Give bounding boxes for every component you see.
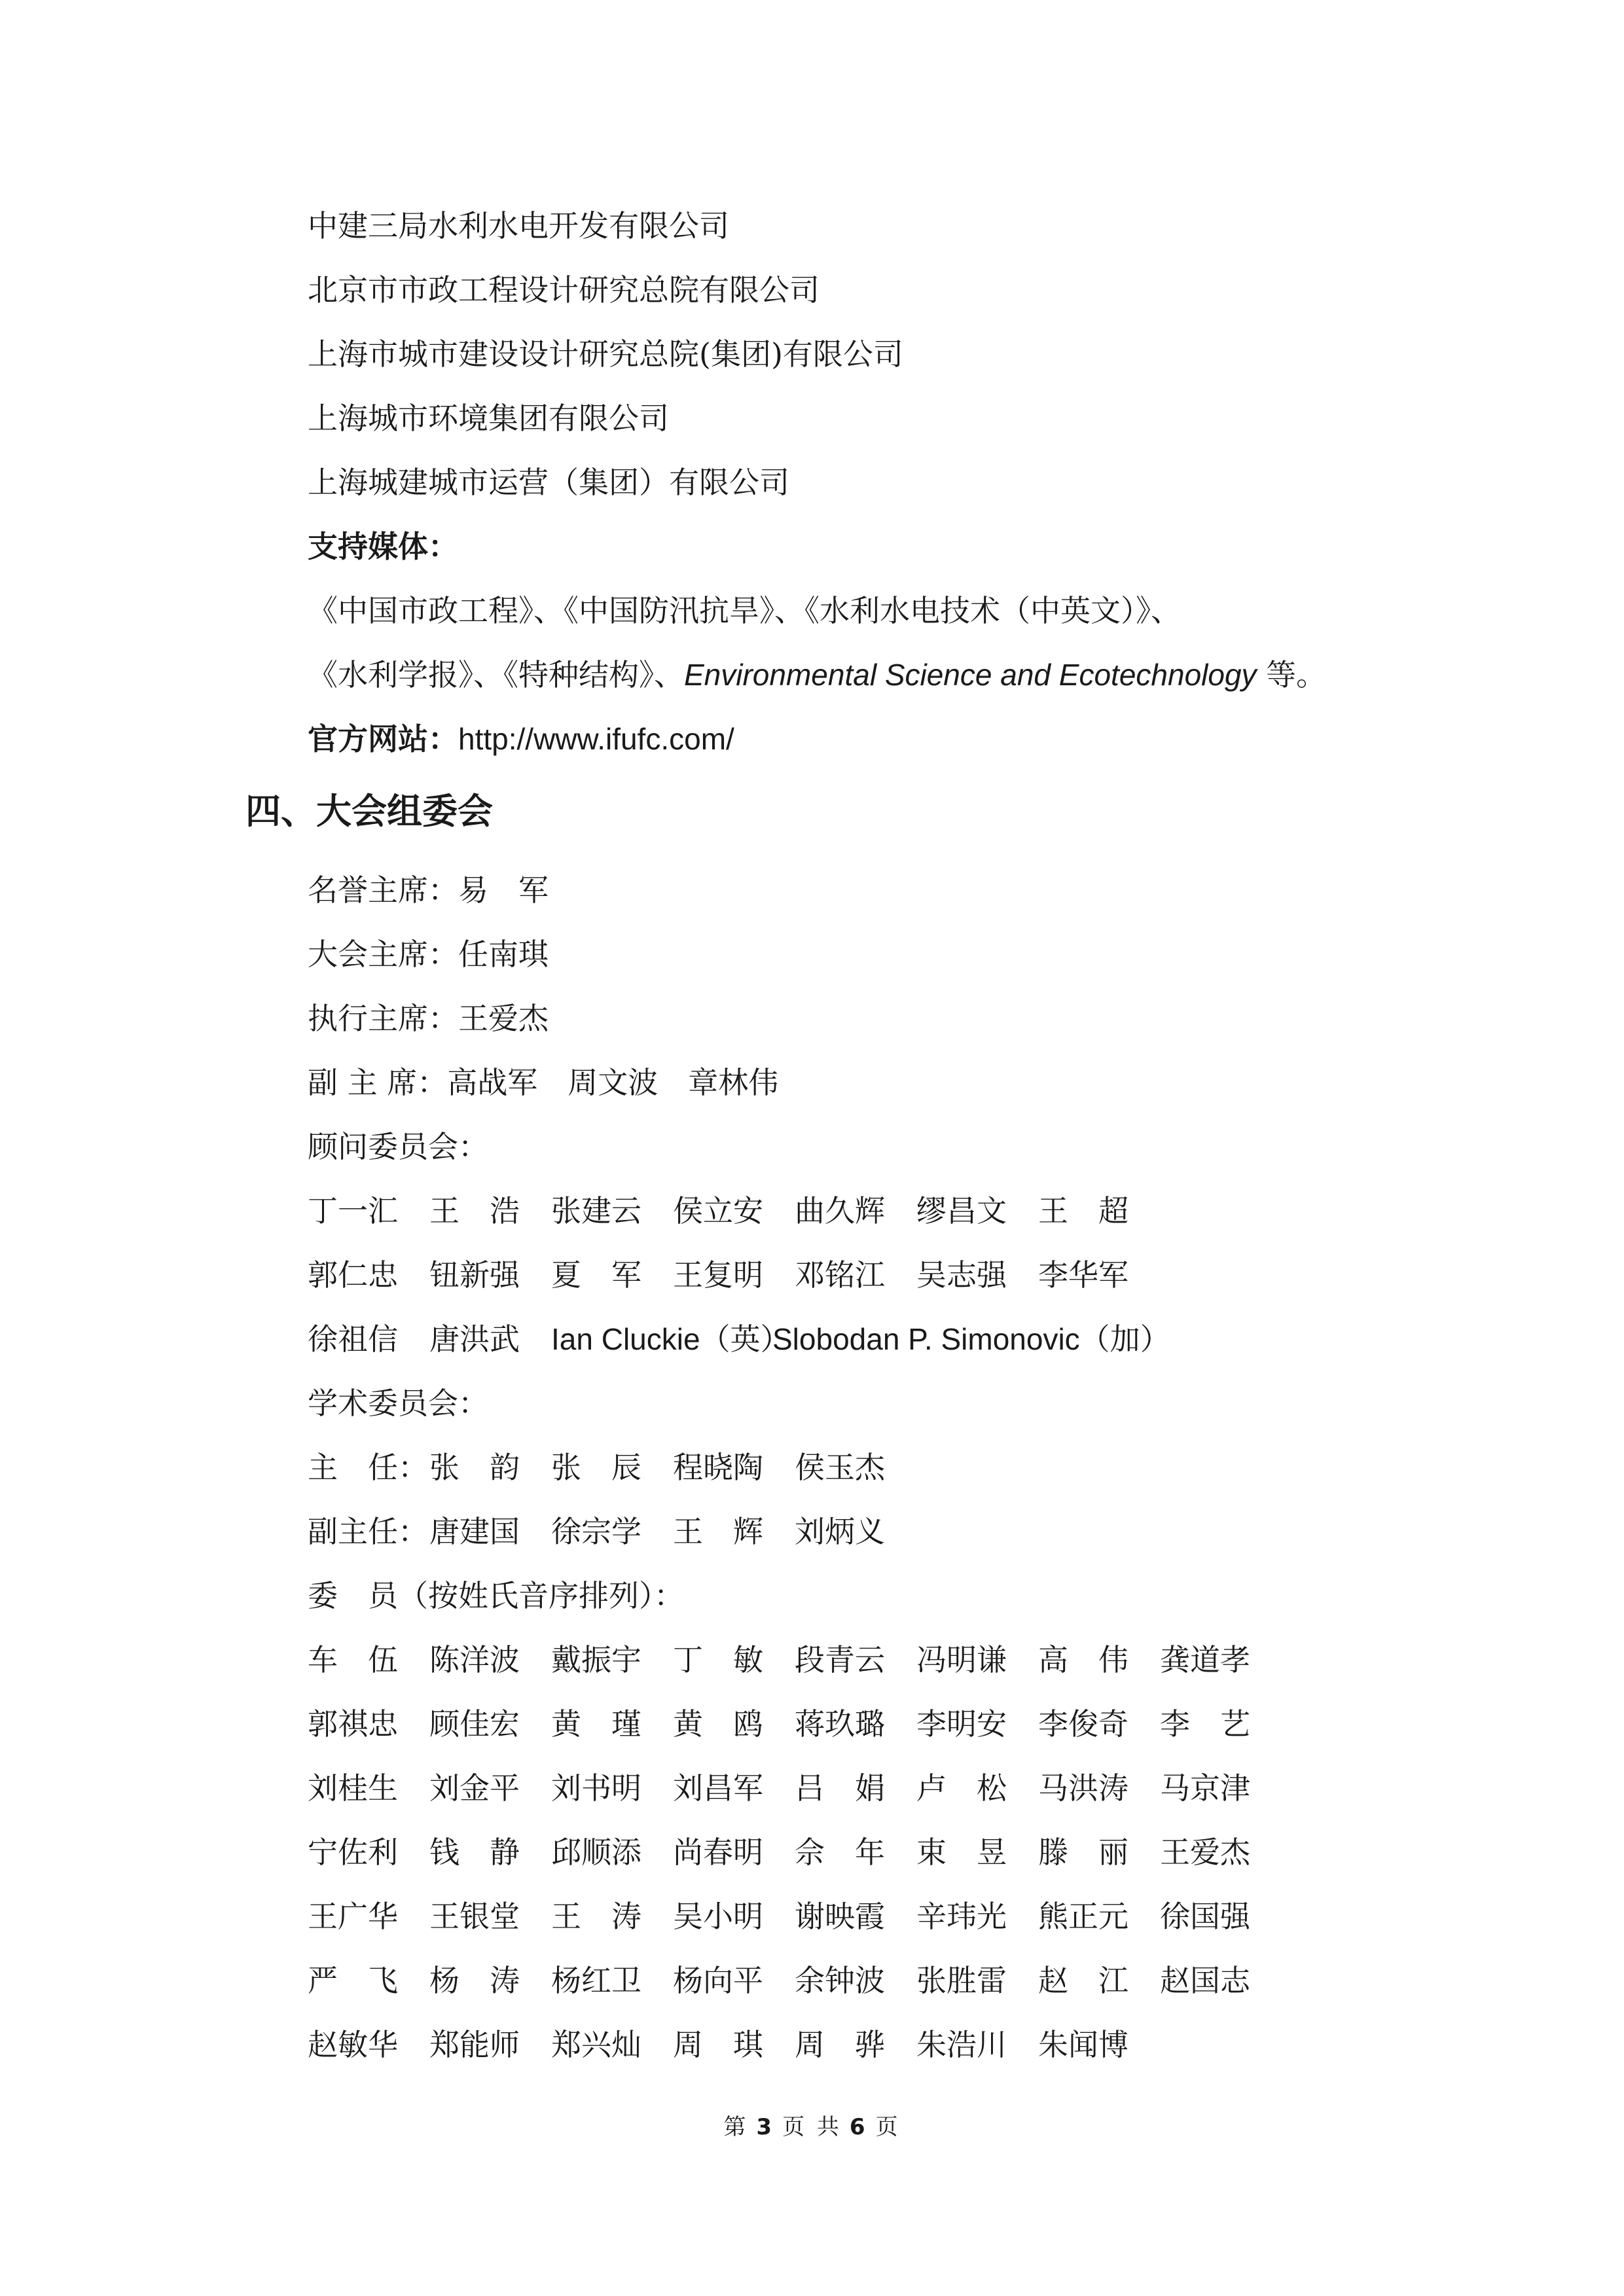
member-name: 杨红卫 xyxy=(551,1963,641,1998)
member-name: 刘桂生 xyxy=(308,1770,398,1806)
member-name: 夏 军 xyxy=(551,1257,641,1293)
member-name: 郭祺忠 xyxy=(308,1706,398,1742)
media-line-2 xyxy=(308,655,1326,694)
member-name: 钱 静 xyxy=(429,1835,520,1870)
member-name: 黄 鸥 xyxy=(673,1706,763,1742)
member-name: 赵 江 xyxy=(1038,1963,1128,1998)
member-name: 马京津 xyxy=(1160,1770,1250,1806)
company-line: 中建三局水利水电开发有限公司 xyxy=(308,208,729,243)
member-name: 尚春明 xyxy=(673,1835,763,1870)
website-line xyxy=(308,719,734,759)
academic-committee-label: 学术委员会： xyxy=(308,1386,488,1421)
member-name: 朱浩川 xyxy=(916,2027,1007,2062)
conference-chair: 大会主席：任南琪 xyxy=(308,937,549,972)
member-name: 王 辉 xyxy=(673,1514,763,1549)
member-name: 刘昌军 xyxy=(673,1770,763,1806)
member-name: 吴志强 xyxy=(916,1257,1007,1293)
executive-chair: 执行主席：王爱杰 xyxy=(308,1001,549,1036)
member-name: 李俊奇 xyxy=(1038,1706,1128,1742)
footer-prefix: 第 xyxy=(723,2114,749,2140)
footer-suffix: 页 xyxy=(875,2114,901,2140)
member-name: 谢映霞 xyxy=(795,1899,885,1934)
website-url[interactable]: http://www.ifufc.com/ xyxy=(458,722,734,756)
member-name: 侯立安 xyxy=(673,1193,763,1229)
footer-middle: 页 共 xyxy=(782,2114,842,2140)
page-footer xyxy=(0,2113,1624,2142)
directors-label: 主 任： xyxy=(308,1450,428,1485)
member-name: 李华军 xyxy=(1038,1257,1128,1293)
member-name: 缪昌文 xyxy=(916,1193,1007,1229)
member-name: 朱闻博 xyxy=(1038,2027,1128,2062)
member-name: 顾佳宏 xyxy=(429,1706,520,1742)
member-name: 吴小明 xyxy=(673,1899,763,1934)
total-pages: 6 xyxy=(849,2114,868,2140)
member-name: 侯玉杰 xyxy=(795,1450,885,1485)
member-name: 郑能师 xyxy=(429,2027,520,2062)
member-name-foreign: Ian Cluckie（英） xyxy=(551,1322,791,1356)
company-line: 上海市城市建设设计研究总院(集团)有限公司 xyxy=(308,336,903,372)
honorary-chair: 名誉主席：易 军 xyxy=(308,872,549,908)
member-name: 王广华 xyxy=(308,1899,398,1934)
member-name: 邱顺添 xyxy=(551,1835,641,1870)
member-name: 郭仁忠 xyxy=(308,1257,398,1293)
member-name: 杨向平 xyxy=(673,1963,763,1998)
company-line: 北京市市政工程设计研究总院有限公司 xyxy=(308,272,820,308)
media-line-2-prefix: 《水利学报》、《特种结构》、 xyxy=(308,657,684,692)
member-name: 徐祖信 xyxy=(308,1321,398,1357)
member-name: 吕 娟 xyxy=(795,1770,885,1806)
member-name: 唐洪武 xyxy=(429,1321,520,1357)
company-line: 上海城市环境集团有限公司 xyxy=(308,401,669,436)
section-title: 四、大会组委会 xyxy=(245,791,493,832)
member-name: 冯明谦 xyxy=(916,1642,1007,1677)
member-name: 王 超 xyxy=(1038,1193,1128,1229)
member-name: 马洪涛 xyxy=(1038,1770,1128,1806)
member-name: 丁一汇 xyxy=(308,1193,398,1229)
member-name: 卢 松 xyxy=(916,1770,1007,1806)
members-label: 委 员（按姓氏音序排列）： xyxy=(308,1578,684,1613)
member-name: 曲久辉 xyxy=(795,1193,885,1229)
member-name: 李 艺 xyxy=(1160,1706,1250,1742)
member-name: 周 骅 xyxy=(795,2027,885,2062)
media-label: 支持媒体： xyxy=(308,529,458,564)
member-name: 龚道孝 xyxy=(1160,1642,1250,1677)
member-name: 熊正元 xyxy=(1038,1899,1128,1934)
member-name: 张胜雷 xyxy=(916,1963,1007,1998)
member-name: 束 昱 xyxy=(916,1835,1007,1870)
member-name: 辛玮光 xyxy=(916,1899,1007,1934)
member-name: 王 浩 xyxy=(429,1193,520,1229)
member-name: 刘炳义 xyxy=(795,1514,885,1549)
member-name: 张 辰 xyxy=(551,1450,641,1485)
member-name-foreign: Slobodan P. Simonovic（加） xyxy=(772,1322,1170,1356)
member-name: 张 韵 xyxy=(429,1450,520,1485)
member-name: 徐宗学 xyxy=(551,1514,641,1549)
media-line-2-suffix: 等。 xyxy=(1256,657,1327,692)
member-name: 高 伟 xyxy=(1038,1642,1128,1677)
current-page-number: 3 xyxy=(756,2114,775,2140)
member-name: 刘金平 xyxy=(429,1770,520,1806)
journal-name-italic: Environmental Science and Ecotechnology xyxy=(684,658,1257,692)
website-label: 官方网站： xyxy=(308,721,458,757)
member-name: 李明安 xyxy=(916,1706,1007,1742)
member-name: 程晓陶 xyxy=(673,1450,763,1485)
member-name: 佘 年 xyxy=(795,1835,885,1870)
advisory-committee-label: 顾问委员会： xyxy=(308,1129,488,1164)
vice-chairs: 副 主 席：高战军 周文波 章林伟 xyxy=(308,1065,779,1100)
member-name: 滕 丽 xyxy=(1038,1835,1128,1870)
member-name: 徐国强 xyxy=(1160,1899,1250,1934)
member-name: 蒋玖璐 xyxy=(795,1706,885,1742)
member-name: 邓铭江 xyxy=(795,1257,885,1293)
member-name: 王 涛 xyxy=(551,1899,641,1934)
member-name: 丁 敏 xyxy=(673,1642,763,1677)
member-name: 周 琪 xyxy=(673,2027,763,2062)
member-name: 余钟波 xyxy=(795,1963,885,1998)
member-name: 严 飞 xyxy=(308,1963,398,1998)
member-name: 张建云 xyxy=(551,1193,641,1229)
member-name: 段青云 xyxy=(795,1642,885,1677)
member-name: 王复明 xyxy=(673,1257,763,1293)
member-name: 黄 瑾 xyxy=(551,1706,641,1742)
member-name: 赵敏华 xyxy=(308,2027,398,2062)
member-name: 赵国志 xyxy=(1160,1963,1250,1998)
media-line-1: 《中国市政工程》、《中国防汛抗旱》、《水利水电技术（中英文）》、 xyxy=(308,593,1181,628)
member-name: 宁佐利 xyxy=(308,1835,398,1870)
member-name: 唐建国 xyxy=(429,1514,520,1549)
member-name: 郑兴灿 xyxy=(551,2027,641,2062)
member-name: 王银堂 xyxy=(429,1899,520,1934)
member-name: 王爱杰 xyxy=(1160,1835,1250,1870)
member-name: 车 伍 xyxy=(308,1642,398,1677)
member-name: 戴振宇 xyxy=(551,1642,641,1677)
member-name: 杨 涛 xyxy=(429,1963,520,1998)
member-name: 陈洋波 xyxy=(429,1642,520,1677)
member-name: 钮新强 xyxy=(429,1257,520,1293)
vice-directors-label: 副主任： xyxy=(308,1514,428,1549)
member-name: 刘书明 xyxy=(551,1770,641,1806)
company-line: 上海城建城市运营（集团）有限公司 xyxy=(308,465,789,500)
